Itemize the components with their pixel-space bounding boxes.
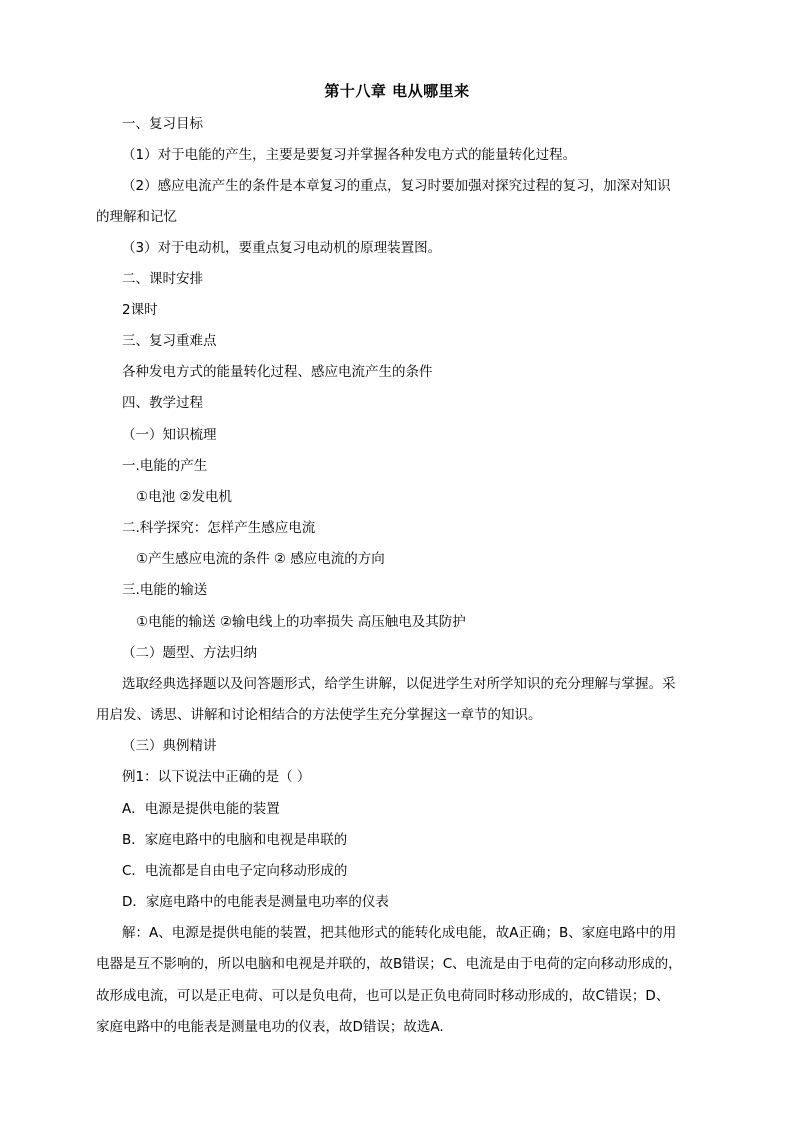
option-c: C．电流都是自由电子定向移动形成的 (122, 863, 348, 879)
point-3-heading: 三.电能的输送 (122, 582, 208, 598)
examples-heading: （三）典例精讲 (122, 738, 217, 754)
solution-line-4: 家庭电路中的电能表是测量电功的仪表，故D错误；故选A. (96, 1019, 444, 1035)
point-3-items: ①电能的输送 ②输电线上的功率损失 高压触电及其防护 (136, 614, 466, 630)
methods-line-2: 用启发、诱思、讲解和讨论相结合的方法使学生充分掌握这一章节的知识。 (96, 707, 542, 723)
page-title: 第十八章 电从哪里来 (324, 82, 470, 100)
point-2-heading: 二.科学探究：怎样产生感应电流 (122, 520, 316, 536)
goal-item-2-line-1: （2）感应电流产生的条件是本章复习的重点，复习时要加强对探究过程的复习，加深对知识 (122, 178, 671, 194)
example-question: 例1：以下说法中正确的是（ ） (122, 769, 311, 785)
difficulty-value: 各种发电方式的能量转化过程、感应电流产生的条件 (122, 364, 433, 380)
solution-line-3: 故形成电流，可以是正电荷、可以是负电荷，也可以是正负电荷同时移动形成的，故C错误；D、 (96, 988, 670, 1004)
difficulty-heading: 三、复习重难点 (122, 333, 217, 349)
knowledge-heading: （一）知识梳理 (122, 427, 217, 443)
solution-line-2: 电器是互不影响的，所以电脑和电视是并联的，故B错误；C、电流是由于电荷的定向移动形成的， (96, 956, 682, 972)
process-heading: 四、教学过程 (122, 395, 203, 411)
methods-heading: （二）题型、方法归纳 (122, 645, 257, 661)
option-d: D．家庭电路中的电能表是测量电功率的仪表 (122, 894, 389, 910)
goal-item-3: （3）对于电动机，要重点复习电动机的原理装置图。 (122, 240, 442, 256)
methods-line-1: 选取经典选择题以及问答题形式，给学生讲解，以促进学生对所学知识的充分理解与掌握。采 (122, 676, 676, 692)
point-1-items: ①电池 ②发电机 (136, 489, 232, 505)
schedule-value: 2课时 (122, 302, 158, 318)
goal-item-2-line-2: 的理解和记忆 (96, 209, 177, 225)
goals-heading: 一、复习目标 (122, 116, 203, 132)
option-b: B．家庭电路中的电脑和电视是串联的 (122, 832, 348, 848)
goal-item-1: （1）对于电能的产生，主要是要复习并掌握各种发电方式的能量转化过程。 (122, 147, 577, 163)
point-1-heading: 一.电能的产生 (122, 458, 208, 474)
schedule-heading: 二、课时安排 (122, 271, 203, 287)
option-a: A．电源是提供电能的装置 (122, 801, 280, 817)
solution-line-1: 解：A、电源是提供电能的装置，把其他形式的能转化成电能，故A正确；B、家庭电路中的用 (122, 925, 677, 941)
point-2-items: ①产生感应电流的条件 ② 感应电流的方向 (136, 551, 385, 567)
